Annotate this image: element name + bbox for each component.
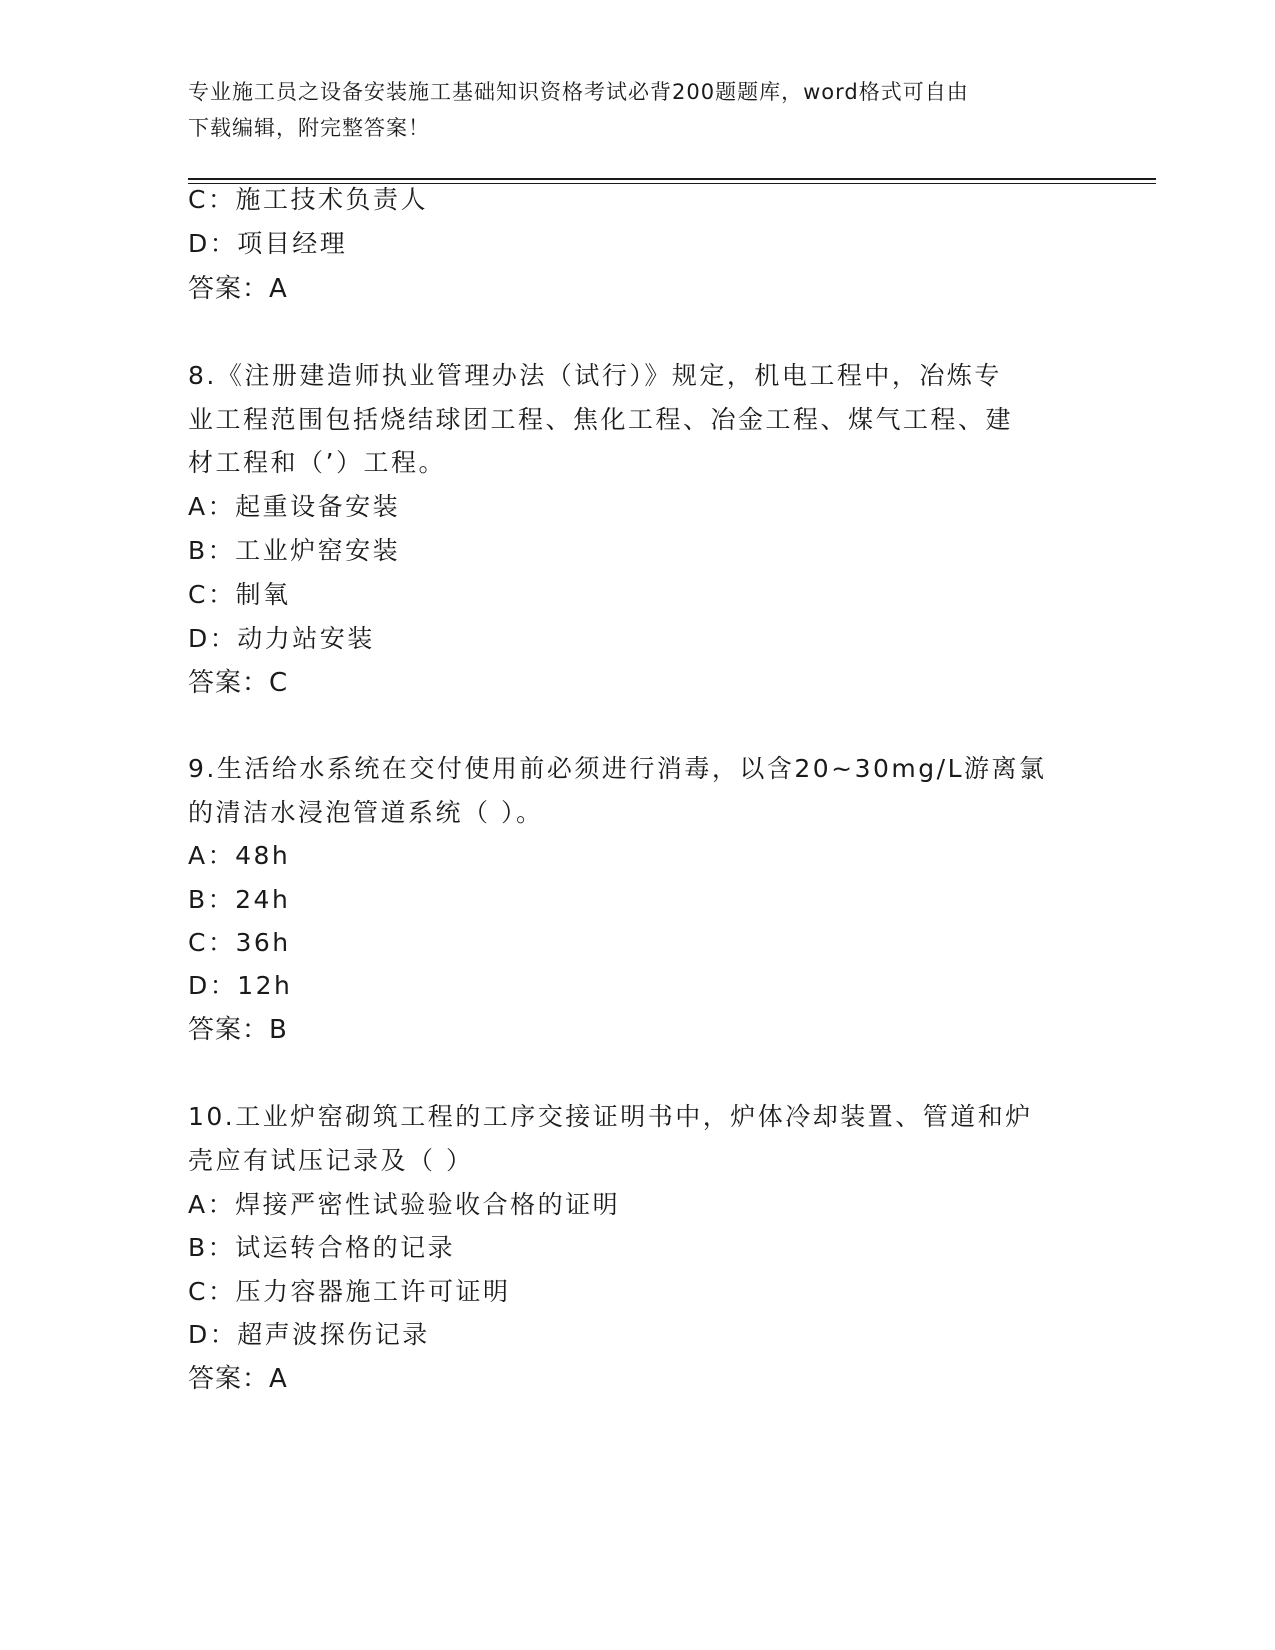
q9-stem-line-2: 的清洁水浸泡管道系统（ ）。 (188, 798, 544, 827)
prev-option-d: D：项目经理 (188, 229, 348, 258)
q8-option-a: A：起重设备安装 (188, 492, 401, 521)
page-header (188, 74, 1068, 146)
q8-option-c: C：制氧 (188, 580, 291, 609)
q10-stem-line-1: 10.工业炉窑砌筑工程的工序交接证明书中，炉体冷却装置、管道和炉 (188, 1102, 1033, 1131)
header-line-1: 专业施工员之设备安装施工基础知识资格考试必背200题题库，word格式可自由 (188, 80, 969, 104)
q10-option-c: C：压力容器施工许可证明 (188, 1277, 511, 1306)
q9-answer: 答案：B (188, 1015, 288, 1045)
q9-option-c: C：36h (188, 928, 291, 957)
q10-option-d: D：超声波探伤记录 (188, 1320, 430, 1349)
q8-option-b: B：工业炉窑安装 (188, 536, 401, 565)
q9-option-d: D：12h (188, 971, 293, 1000)
q8-stem-line-3: 材工程和（’）工程。 (188, 448, 446, 477)
q8-answer: 答案：C (188, 668, 289, 698)
q10-stem-line-2: 壳应有试压记录及（ ） (188, 1146, 474, 1175)
prev-answer: 答案：A (188, 274, 288, 304)
header-line-2: 下载编辑，附完整答案！ (188, 116, 430, 140)
prev-option-c: C：施工技术负责人 (188, 185, 428, 214)
q9-stem-line-1: 9.生活给水系统在交付使用前必须进行消毒，以含20~30mg/L游离氯 (188, 754, 1047, 783)
q8-stem-line-2: 业工程范围包括烧结球团工程、焦化工程、冶金工程、煤气工程、建 (188, 405, 1014, 434)
q10-answer: 答案：A (188, 1364, 288, 1394)
q10-option-a: A：焊接严密性试验验收合格的证明 (188, 1190, 621, 1219)
q9-option-a: A：48h (188, 841, 291, 870)
q8-stem-line-1: 8.《注册建造师执业管理办法（试行）》规定，机电工程中，冶炼专 (188, 361, 1002, 390)
q8-option-d: D：动力站安装 (188, 624, 375, 653)
q9-option-b: B：24h (188, 885, 291, 914)
q10-option-b: B：试运转合格的记录 (188, 1233, 456, 1262)
